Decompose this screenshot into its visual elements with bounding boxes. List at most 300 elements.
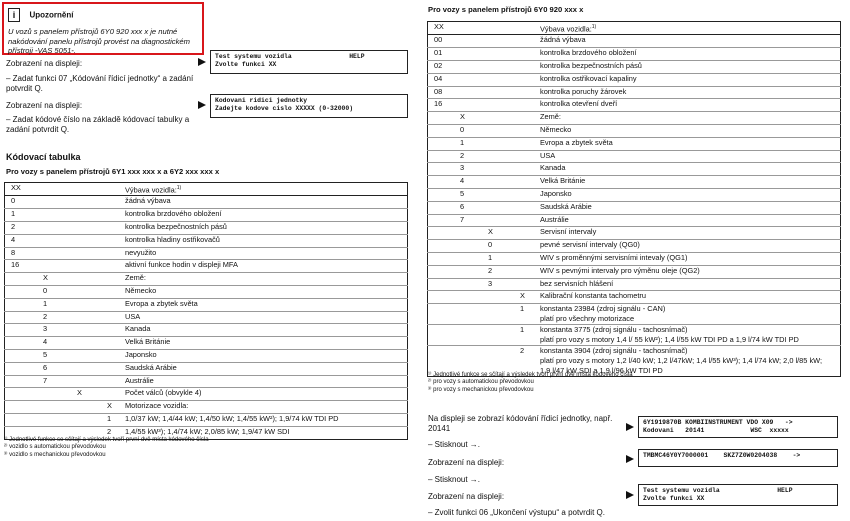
table-row [428,61,841,74]
code-cell [101,311,123,324]
code-cell [101,362,123,375]
display-screen-3 [638,484,838,506]
code-cell [514,176,538,189]
desc-line: konstanta 23984 (zdroj signálu - CAN) [540,304,666,314]
desc-cell [538,137,841,150]
code-cell [101,247,123,260]
desc-cell [538,240,841,253]
code-cell: 3 [454,163,482,176]
desc-cell [538,253,841,266]
desc-line: 1,9 l/47 kW SDI a 1,9 l/96 kW TDI PD [540,366,663,376]
code-cell [482,61,514,74]
code-cell [454,240,482,253]
desc-line: Počet válců (obvykle 4) [125,388,202,398]
footnotes [4,437,408,459]
code-cell [71,311,101,324]
code-cell: 2 [482,265,514,278]
code-cell [101,209,123,222]
desc-cell [538,304,841,325]
table-header-row [428,22,841,35]
display-screen-1 [210,50,408,74]
desc-line: 1,0/37 kW; 1,4/44 kW; 1,4/50 kW; 1,4/55 kW²); 1,9/74 kW TDI PD [125,414,339,424]
desc-line: Saudská Arábie [125,362,177,372]
code-cell: 0 [37,286,71,299]
step-bullet-1: – Stisknout →. [428,440,481,449]
code-cell [71,375,101,388]
code-cell [71,298,101,311]
code-cell: X [514,291,538,304]
table-row [428,35,841,48]
table-row [5,260,408,273]
desc-line: Země: [540,112,561,122]
code-cell [428,137,455,150]
code-cell [428,163,455,176]
code-cell [5,414,38,427]
code-cell [71,414,101,427]
table-row [5,350,408,363]
code-cell [101,337,123,350]
code-cell [37,196,71,209]
code-cell: 01 [428,48,455,61]
footnote: ³⁾ pro vozy s mechanickou převodovkou [428,386,534,393]
desc-cell [123,375,408,388]
code-cell [454,99,482,112]
code-cell [71,260,101,273]
code-cell [482,125,514,138]
desc-line: kontrolka brzdového obložení [540,48,637,58]
code-cell [514,240,538,253]
code-cell [514,35,538,48]
code-cell [454,278,482,291]
code-cell [514,265,538,278]
code-cell [71,222,101,235]
screen-line: Zadejte kodove cislo XXXXX (0-32000) [215,105,354,112]
code-cell [428,325,455,346]
table-row [5,414,408,427]
code-cell [5,337,38,350]
desc-line: Kanada [540,163,566,173]
code-cell [71,196,101,209]
code-cell [101,324,123,337]
code-cell [101,260,123,273]
desc-line: Saudská Arábie [540,201,592,211]
code-cell [454,253,482,266]
table-row [428,48,841,61]
code-cell [514,227,538,240]
step-display-2: Zobrazení na displeji: [428,458,505,467]
table-row [428,278,841,291]
display-screen-2 [638,449,838,467]
code-cell [454,35,482,48]
code-cell: 1 [482,253,514,266]
desc-cell [123,337,408,350]
desc-cell [123,247,408,260]
screen-line: 6Y1919870B KOMBIINSTRUMENT VDO X09 -> [643,419,793,426]
table-header-row [5,183,408,196]
code-cell [37,401,71,414]
desc-cell [123,273,408,286]
code-cell [5,324,38,337]
code-cell [454,291,482,304]
code-cell [428,176,455,189]
display-screen-2 [210,94,408,118]
header-desc-text: Výbava vozidla: [540,24,592,34]
table-row [5,286,408,299]
code-cell [514,278,538,291]
desc-line: Kalibrační konstanta tachometru [540,291,646,301]
code-cell [5,401,38,414]
table-row [5,311,408,324]
code-cell [482,86,514,99]
desc-cell [538,35,841,48]
table-row [428,137,841,150]
code-cell [482,35,514,48]
code-cell [514,86,538,99]
code-cell: 0 [5,196,38,209]
code-cell [454,265,482,278]
table-row [428,325,841,346]
desc-line: nevyužito [125,247,157,257]
desc-line: kontrolka bezpečnostních pásů [125,222,227,232]
desc-cell [538,227,841,240]
desc-line: WIV s proměnnými servisními intevaly (QG1) [540,253,688,263]
table-row [428,304,841,325]
table-row [428,201,841,214]
desc-line: Země: [125,273,146,283]
code-cell [482,99,514,112]
code-cell: 2 [514,346,538,377]
code-cell [101,273,123,286]
code-cell [5,388,38,401]
desc-cell [123,298,408,311]
code-cell [454,61,482,74]
table-row [428,240,841,253]
screen-line: Test systemu vozidla HELP [643,487,793,494]
code-cell [101,375,123,388]
table-row [5,388,408,401]
screen-line: Test systemu vozidla HELP [215,53,365,60]
desc-cell [123,362,408,375]
desc-line: Německo [125,286,157,296]
code-cell [101,350,123,363]
arrow-right-icon [626,491,634,499]
display-screen-1 [638,416,838,438]
table-row [5,209,408,222]
desc-line: Velká Británie [125,337,171,347]
code-cell [101,222,123,235]
desc-line: aktivní funkce hodin v displeji MFA [125,260,238,270]
header-desc [538,22,841,35]
code-cell: 00 [428,35,455,48]
footnote: ²⁾ vozidlo s automatickou převodovkou [4,444,106,451]
desc-line: žádná výbava [125,196,171,206]
step-bullet-3-text: Zvolit funkci 06 „Ukončení výstupu“ a potvrdit Q. [434,508,605,517]
desc-cell [123,350,408,363]
code-cell: 4 [5,234,38,247]
code-cell: 2 [37,311,71,324]
warning-title: Upozornění [29,10,74,20]
arrow-right-icon [626,455,634,463]
code-cell [37,247,71,260]
code-cell: 04 [428,73,455,86]
code-cell: 1 [101,414,123,427]
footnote-ref: 1) [176,185,182,191]
code-cell [482,214,514,227]
desc-line: WIV s pevnými intervaly pro výměnu oleje (QG2) [540,265,700,275]
code-cell: 6 [454,201,482,214]
footnote-ref: 1) [591,24,597,30]
code-cell: X [101,401,123,414]
step-bullet-2: – Stisknout →. [428,475,481,484]
table-row [428,99,841,112]
code-cell: X [37,273,71,286]
step-bullet-1: – Zadat funkci 07 „Kódování řídicí jednotky“ a zadání potvrdit Q. [6,74,194,93]
code-cell [482,201,514,214]
table-row [5,196,408,209]
code-cell [101,388,123,401]
code-cell [37,209,71,222]
screen-line: Zvolte funkci XX [643,495,705,502]
code-cell [5,311,38,324]
table-row [5,337,408,350]
step-bullet-2-text: Zadat kódové číslo na základě kódovací tabulky a zadání potvrdit Q. [6,115,190,134]
code-cell: 3 [37,324,71,337]
code-cell [514,61,538,74]
section-title: Kódovací tabulka [6,152,81,162]
code-cell [428,189,455,202]
code-cell: 3 [482,278,514,291]
code-cell [454,86,482,99]
code-cell: 5 [37,350,71,363]
code-cell [514,99,538,112]
code-cell [428,201,455,214]
code-cell [482,189,514,202]
code-cell [428,278,455,291]
code-cell [482,325,514,346]
desc-cell [538,125,841,138]
desc-cell [123,311,408,324]
code-cell [71,337,101,350]
code-cell: 0 [454,125,482,138]
step-display-3: Zobrazení na displeji: [428,492,505,501]
table-row [5,247,408,260]
desc-line: pevné servisní intervaly (QG0) [540,240,640,250]
code-cell: 1 [5,209,38,222]
desc-cell [538,201,841,214]
desc-line: platí pro vozy s motory 1,4 l/ 55 kW²); 1,4 l/55 kW TDI PD a 1,9 l/74 kW TDI PD [540,335,799,345]
code-cell: 1 [454,137,482,150]
code-cell: 0 [482,240,514,253]
step-bullet-1-text: Zadat funkci 07 „Kódování řídicí jednotky“ a zadání potvrdit Q. [6,74,194,93]
code-cell [482,176,514,189]
table-row [5,375,408,388]
header-desc-text: Výbava vozidla: [125,185,177,195]
desc-line: Austrálie [125,375,154,385]
table-row [428,73,841,86]
step-bullet-2: – Zadat kódové číslo na základě kódovací tabulky a zadání potvrdit Q. [6,115,190,134]
code-cell [482,163,514,176]
desc-cell [538,214,841,227]
step-display-1: Zobrazení na displeji: [6,59,83,68]
code-cell [514,150,538,163]
code-cell [37,260,71,273]
code-cell [428,265,455,278]
code-cell: 4 [37,337,71,350]
code-cell [428,214,455,227]
code-cell: 2 [101,426,123,439]
desc-cell [538,176,841,189]
code-cell [428,112,455,125]
coding-table [427,21,841,377]
code-cell: X [482,227,514,240]
table-row [5,401,408,414]
desc-cell [123,196,408,209]
code-cell [5,286,38,299]
step-bullet-2-text: Stisknout →. [434,475,481,484]
desc-line: platí pro vozy s motory 1,2 l/40 kW; 1,2 l/47kW; 1,4 l/55 kW³); 1,4 l/74 kW; 2,0 l/85 kW; [540,356,823,366]
code-cell [37,234,71,247]
screen-line: TMBMC46Y0Y7000001 SKZ7Z0W0204038 -> [643,452,801,459]
code-cell [71,286,101,299]
code-cell [37,222,71,235]
code-cell [101,298,123,311]
code-cell: 5 [454,189,482,202]
desc-cell [123,222,408,235]
footnote: ¹⁾ Jednotlivé funkce se sčítají a výsledek tvoří první dvě místa kódového čísla [4,437,209,443]
table-row [428,227,841,240]
warning-text: U vozů s panelem přístrojů 6Y0 920 xxx x je nutné nakódování panelu přístrojů provést na diagnostickém přístroji -VAS 5051-. [8,27,190,55]
table-title: Pro vozy s panelem přístrojů 6Y0 920 xxx x [428,5,584,14]
header-desc [123,183,408,196]
code-cell [482,150,514,163]
desc-line: Motorizace vozidla: [125,401,189,411]
screen-line: Kodovani ridici jednotky [215,97,308,104]
desc-line: žádná výbava [540,35,586,45]
code-cell [71,234,101,247]
table-title: Pro vozy s panelem přístrojů 6Y1 xxx xxx x a 6Y2 xxx xxx x [6,167,220,176]
code-cell [514,112,538,125]
code-cell [514,201,538,214]
code-cell [71,273,101,286]
code-cell [482,73,514,86]
code-cell: 1 [37,298,71,311]
desc-cell [538,163,841,176]
code-cell [482,48,514,61]
desc-cell [538,150,841,163]
code-cell [71,401,101,414]
code-cell [428,125,455,138]
code-cell: 2 [5,222,38,235]
code-cell [101,234,123,247]
code-cell [482,112,514,125]
code-cell [71,362,101,375]
header-code: XX [428,22,539,35]
step-bullet-1-text: Stisknout →. [434,440,481,449]
warning-box [2,2,204,55]
code-cell [37,414,71,427]
desc-line: kontrolka ostřikovací kapaliny [540,73,637,83]
desc-cell [538,112,841,125]
screen-line: Zvolte funkci XX [215,61,277,68]
code-cell [5,350,38,363]
code-cell [514,137,538,150]
footnotes [428,372,842,394]
code-cell [514,189,538,202]
desc-cell [538,99,841,112]
table-row [428,125,841,138]
desc-cell [538,278,841,291]
code-cell [5,273,38,286]
desc-line: 1,4/55 kW³); 1,4/74 kW; 2,0/85 kW; 1,9/47 kW SDI [125,426,290,436]
code-cell: 1 [514,325,538,346]
desc-cell [123,414,408,427]
arrow-right-icon [198,101,206,109]
code-cell: 1 [514,304,538,325]
step-display-2: Zobrazení na displeji: [6,101,83,110]
code-cell: 16 [428,99,455,112]
code-cell [482,291,514,304]
code-cell [5,375,38,388]
desc-line: Evropa a zbytek světa [540,137,613,147]
desc-line: kontrolka bezpečnostních pásů [540,61,642,71]
code-cell: X [71,388,101,401]
desc-cell [538,73,841,86]
code-cell [71,247,101,260]
table-row [5,234,408,247]
code-cell: 7 [454,214,482,227]
footnote: ³⁾ vozidlo s mechanickou převodovkou [4,451,106,458]
code-cell [5,362,38,375]
desc-line: kontrolka otevření dveří [540,99,618,109]
code-cell [514,73,538,86]
arrow-right-icon [626,423,634,431]
desc-line: konstanta 3904 (zdroj signálu - tachosnímač) [540,346,688,356]
desc-line: Japonsko [540,189,572,199]
desc-line: platí pro všechny motorizace [540,314,635,324]
code-cell [514,125,538,138]
code-cell: 6 [37,362,71,375]
code-cell [71,350,101,363]
code-cell: 08 [428,86,455,99]
desc-line: Kanada [125,324,151,334]
table-row [428,189,841,202]
table-row [5,324,408,337]
code-cell [428,304,455,325]
desc-line: Německo [540,125,572,135]
coding-table [4,182,408,440]
desc-cell [123,260,408,273]
arrow-right-icon [198,58,206,66]
code-cell [514,48,538,61]
code-cell [5,298,38,311]
info-icon: i [8,8,20,22]
desc-line: konstanta 3775 (zdroj signálu - tachosnímač) [540,325,688,335]
desc-cell [538,325,841,346]
table-row [5,298,408,311]
desc-cell [538,189,841,202]
table-row [5,362,408,375]
desc-cell [538,61,841,74]
desc-line: Servisní intervaly [540,227,597,237]
table-row [428,163,841,176]
code-cell [101,286,123,299]
code-cell [514,163,538,176]
code-cell: 4 [454,176,482,189]
desc-cell [123,388,408,401]
table-row [428,176,841,189]
code-cell [428,291,455,304]
code-cell [454,304,482,325]
